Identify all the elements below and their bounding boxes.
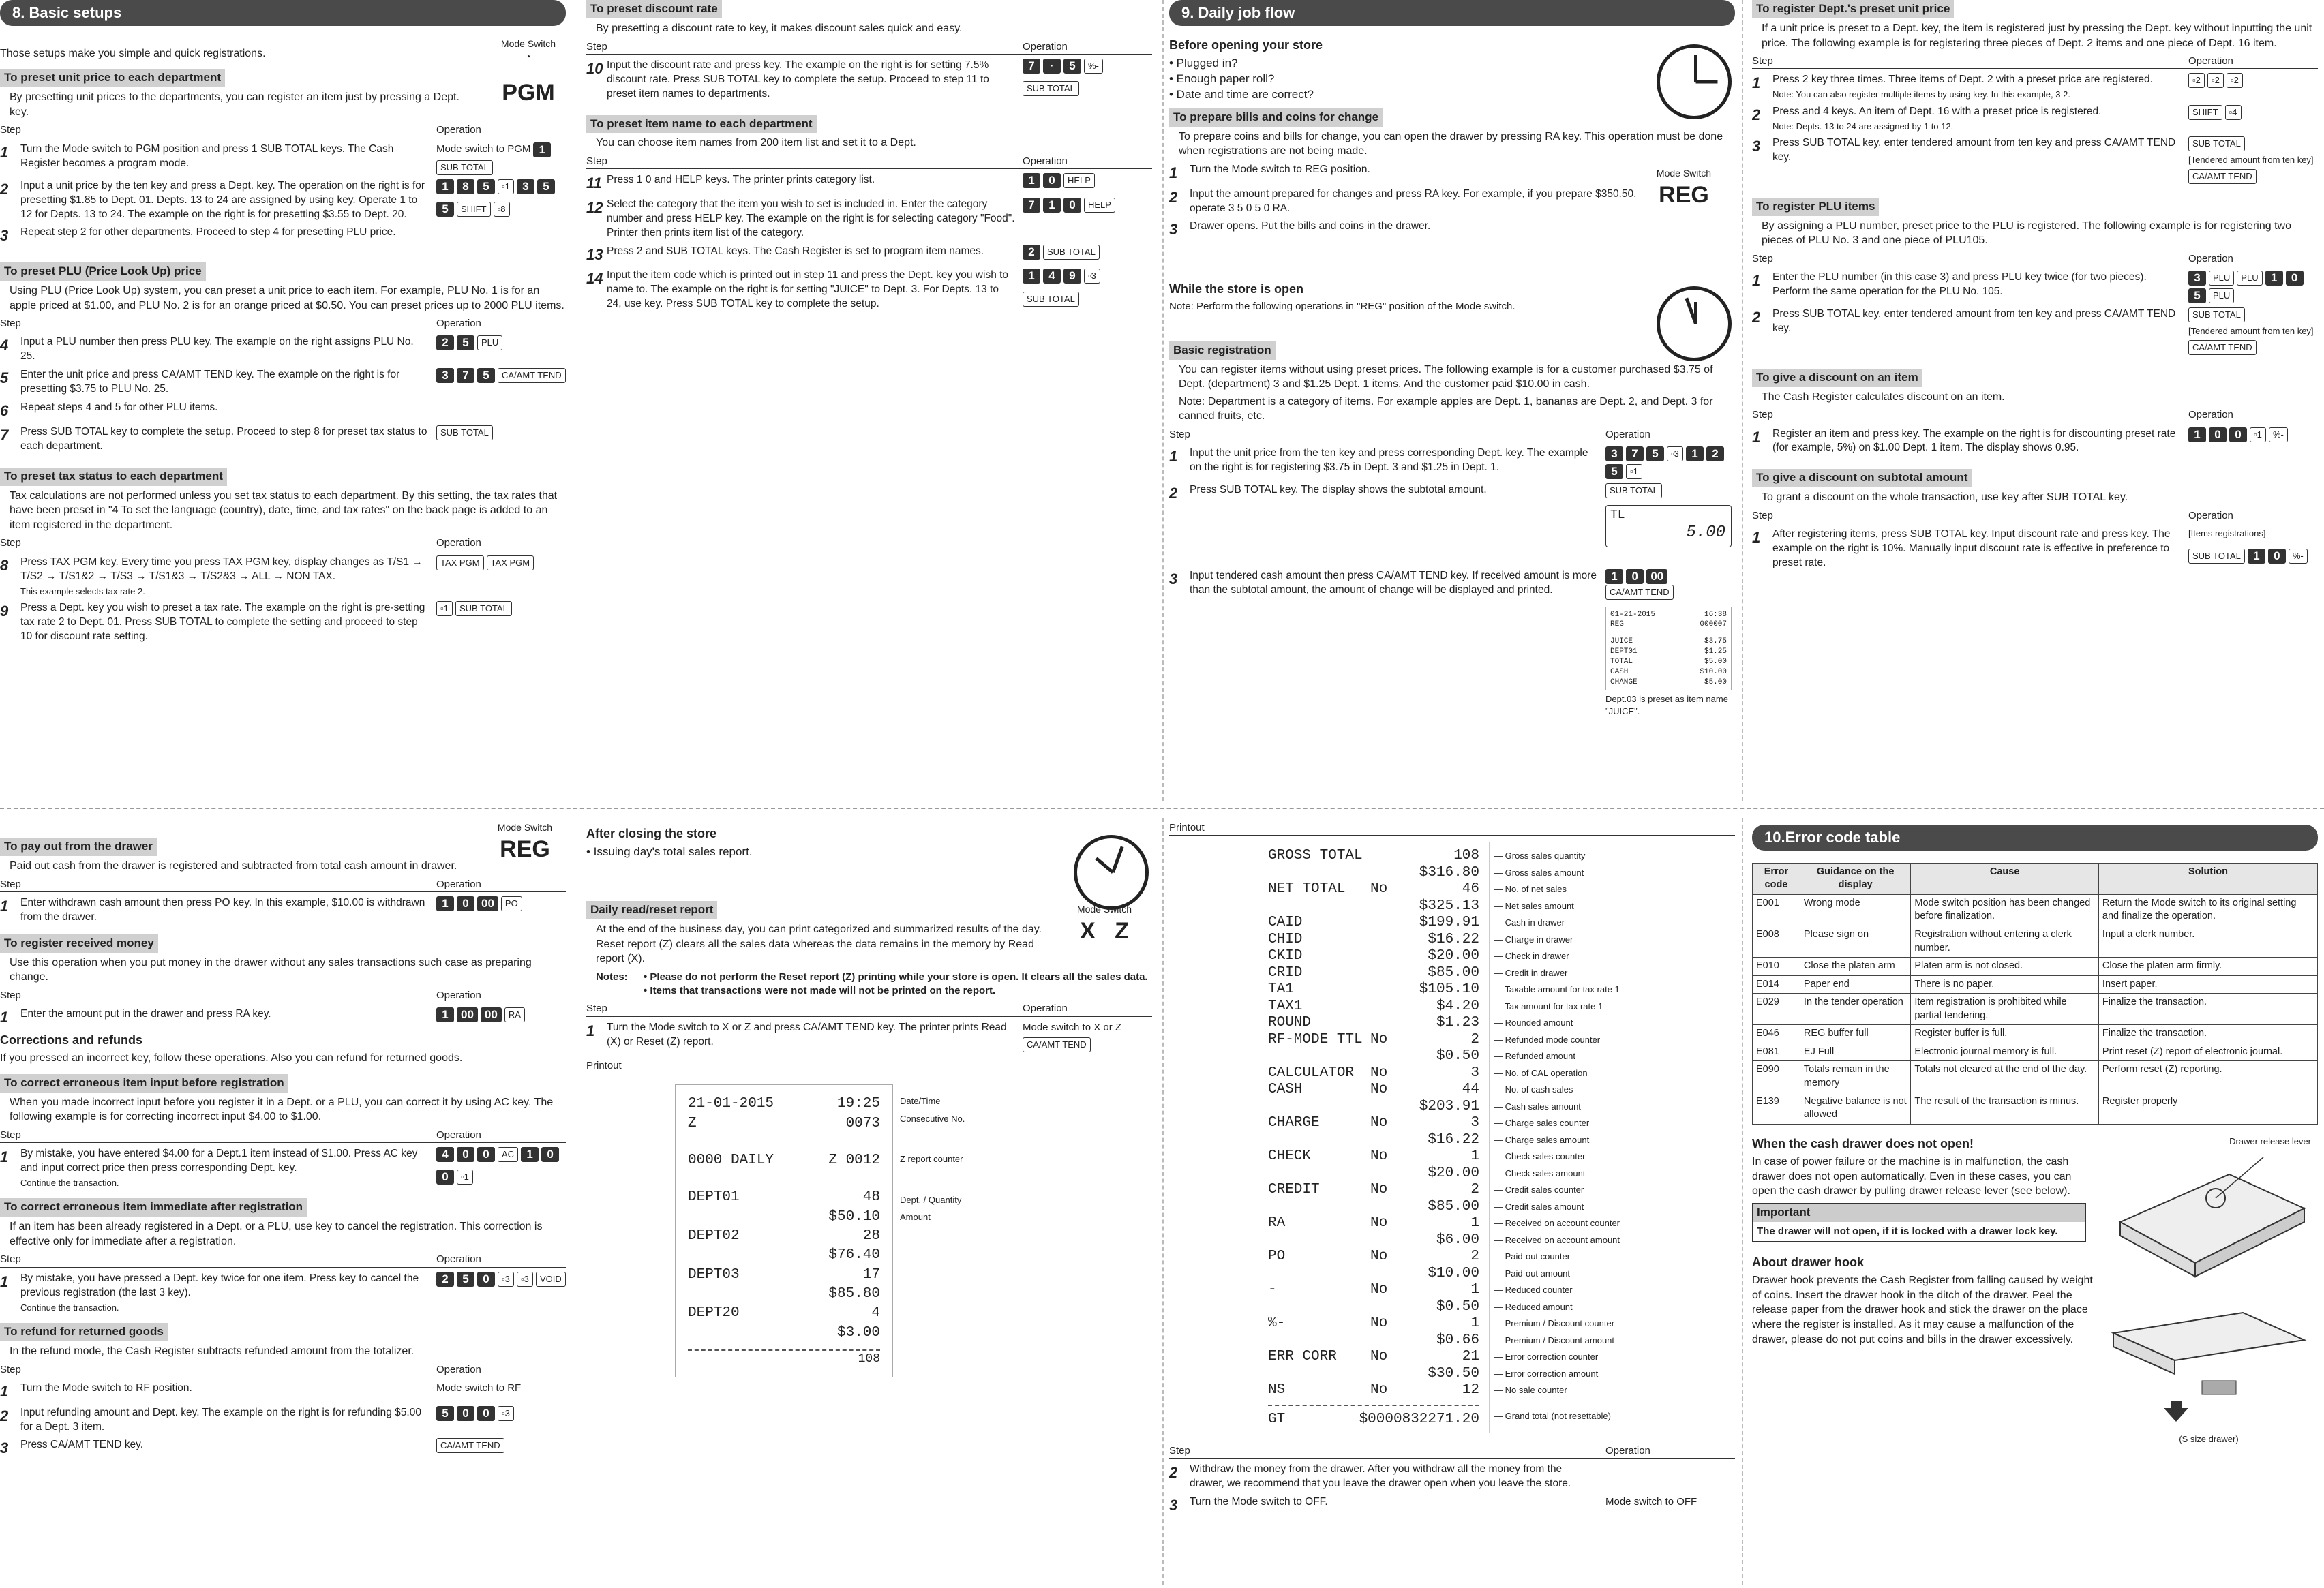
grand-total-line: GT $0000832271.20: [1268, 1405, 1479, 1429]
table-row: [1753, 1093, 2318, 1124]
report-line-label: — Received on account counter: [1494, 1218, 1620, 1229]
table-cell: E008: [1753, 926, 1800, 957]
table-cell: Perform reset (Z) reporting.: [2098, 1061, 2317, 1093]
before-reg-heading: To correct erroneous item input before registration: [0, 1074, 288, 1093]
report-line-label: — Reduced counter: [1494, 1285, 1573, 1296]
step-13: 13 Press 2 and SUB TOTAL keys. The Cash Register is set to program item names. 2 SUB TOTAL: [586, 245, 1152, 265]
table-row: [1753, 894, 2318, 926]
report-line-label: — Credit sales amount: [1494, 1201, 1584, 1212]
step-a1: 1 By mistake, you have pressed a Dept. key twice for one item. Press key to cancel the previous registration (the last 3 key). Continue the transaction. 2 5 0 ▫3 ▫3 VOID: [0, 1272, 566, 1313]
tax-desc: Tax calculations are not performed unless you set tax status to each department. By this setting, the tax rates that have been preset in "4 To set the language (country), date, time, and tax rates" on the back page is added to an item registered in the department.: [10, 489, 558, 531]
table-cell: E081: [1753, 1043, 1800, 1061]
report-line-label: — Credit in drawer: [1494, 967, 1568, 978]
refund-desc: In the refund mode, the Cash Register subtracts refunded amount from the totalizer.: [10, 1345, 414, 1358]
table-cell: In the tender operation: [1800, 994, 1910, 1025]
report-line-label: — Check in drawer: [1494, 951, 1569, 962]
drawer-heading: When the cash drawer does not open!: [1752, 1136, 1974, 1150]
step-po1: 1 Enter withdrawn cash amount then press PO key. In this example, $10.00 is withdrawn from the drawer. 1 0 00 PO: [0, 896, 566, 925]
step-r1: 1 Input the unit price from the ten key and press corresponding Dept. key. The example on the right is for registering $3.75 in Dept. 3 and $1.25 in Dept. 1. 3 7 5 ▫3 1 2 5 ▫1: [1169, 446, 1735, 479]
table-cell: Negative balance is not allowed: [1800, 1093, 1910, 1124]
mode-switch-xz: Mode Switch X Z: [1076, 904, 1132, 944]
z-receipt-line: $76.40: [828, 1247, 880, 1264]
z-report-receipt: [675, 1084, 893, 1377]
table-cell: Finalize the transaction.: [2098, 1025, 2317, 1043]
daily-report-heading: Daily read/reset report: [586, 901, 717, 919]
z-receipt-line: DEPT20 4: [688, 1305, 880, 1322]
z-receipt-line: [688, 1170, 880, 1188]
step-14: 14 Input the item code which is printed out in step 11 and press the Dept. key you wish to name to. The example on the right is for setting "JUICE" to Dept. 3. For Depts. 13 to 24, use key. Press SUB TOTAL key to complete the setup. 1 4 9 ▫3 SUB TOTAL: [586, 269, 1152, 311]
receipt-row: DEPT01 $1.25: [1610, 647, 1727, 656]
before-item-2: • Enough paper roll?: [1169, 72, 1275, 85]
report-line: CRID $85.00: [1268, 964, 1479, 981]
step-f1: 1 Turn the Mode switch to RF position. Mode switch to RF: [0, 1381, 522, 1400]
report-line-label: — Premium / Discount counter: [1494, 1318, 1615, 1329]
step-11: 11 Press 1 0 and HELP keys. The printer prints category list. 1 0 HELP: [586, 173, 1152, 194]
report-line-label: — Refunded amount: [1494, 1051, 1575, 1062]
report-line-label: — Check sales counter: [1494, 1151, 1586, 1162]
step-r2: 2 Press SUB TOTAL key. The display shows the subtotal amount. SUB TOTAL TL 5.00: [1169, 483, 1735, 565]
after-reg-heading: To correct erroneous item immediate after registration: [0, 1198, 307, 1217]
step-p1: 1 Enter the PLU number (in this case 3) and press PLU key twice (for two pieces). Perform the same operation for the PLU No. 105. 3 PLU PLU 1 0 5 PLU: [1752, 271, 2318, 303]
table-cell: Insert paper.: [2098, 975, 2317, 994]
table-cell: Print reset (Z) report of electronic journal.: [2098, 1043, 2317, 1061]
z-receipt-line: 0000 DAILY Z 0012: [688, 1152, 880, 1168]
step-b1: 1 Turn the Mode switch to REG position.: [1169, 163, 1370, 181]
step-header: Step Operation: [0, 1363, 566, 1377]
table-cell: E090: [1753, 1061, 1800, 1093]
mode-switch-reg-bottom: Mode Switch REG: [497, 822, 553, 862]
receipt-row: JUICE $3.75: [1610, 637, 1727, 646]
discount-and-names-column: [586, 0, 1152, 801]
table-cell: E046: [1753, 1025, 1800, 1043]
report-line: CALCULATOR No 3: [1268, 1065, 1479, 1081]
report-line: $30.50: [1428, 1365, 1479, 1381]
report-line-label: — No sale counter: [1494, 1385, 1567, 1396]
printout-label: Printout: [586, 1059, 1152, 1073]
report-line: $10.00: [1428, 1265, 1479, 1281]
step-b2: 2 Input the amount prepared for changes and press RA key. For example, if you prepare $350.50, operate 3 5 0 5 0 RA.: [1169, 187, 1637, 214]
report-line: $0.66: [1436, 1332, 1479, 1348]
before-reg-desc: When you made incorrect input before you register it in a Dept. or a PLU, you can correct it by using AC key. The following example is for correcting incorrect input $4.00 to $1.00.: [10, 1096, 554, 1123]
discount-subtotal-desc: To grant a discount on the whole transaction, use key after SUB TOTAL key.: [1762, 491, 2128, 504]
step-t1: 1 After registering items, press SUB TOTAL key. Input discount rate and press key. The example on the right is 10%. Manually input discount rate is effective in preference to preset rate. [Items registrations] SUB TOTAL 1 0 %-: [1752, 528, 2318, 570]
table-cell: Totals not cleared at the end of the day.: [1911, 1061, 2099, 1093]
report-line: CHID $16.22: [1268, 931, 1479, 947]
z-receipt-line: 21-01-2015 19:25: [688, 1096, 880, 1112]
table-cell: Please sign on: [1800, 926, 1910, 957]
full-report-receipt: [1258, 842, 1490, 1433]
table-cell: There is no paper.: [1911, 975, 2099, 994]
step-9: 9 Press a Dept. key you wish to preset a tax rate. The example on the right is pre-setting tax rate 2 to Dept. 01. Press SUB TOTAL to complete the setting and proceed to step 10 for discount rate setting. ▫1 SUB TOTAL: [0, 601, 566, 644]
error-code-table: [1752, 863, 2318, 1125]
vertical-fold-line-3: [1162, 818, 1164, 1585]
display-panel: TL 5.00: [1605, 505, 1732, 547]
z-receipt-line: DEPT02 28: [688, 1227, 880, 1244]
step-3: 3 Repeat step 2 for other departments. Proceed to step 4 for presetting PLU price.: [0, 226, 396, 245]
report-line-label: — No. of CAL operation: [1494, 1067, 1588, 1078]
basic-setups-column: [0, 0, 566, 801]
dept-preset-heading: To register Dept.'s preset unit price: [1752, 0, 1954, 18]
step-rv1: 1 Enter the amount put in the drawer and press RA key. 1 00 00 RA: [0, 1007, 566, 1028]
report-line-label: — Gross sales quantity: [1494, 851, 1586, 861]
step-d3: 3 Press SUB TOTAL key, enter tendered amount from ten key and press CA/AMT TEND key. SUB TOTAL [Tendered amount from ten key] CA/AMT TEND: [1752, 136, 2318, 184]
cash-drawer-icon: [2107, 1147, 2311, 1283]
receipt-row: CHANGE $5.00: [1610, 677, 1727, 686]
table-cell: Close the platen arm: [1800, 958, 1910, 976]
discount-item-heading: To give a discount on an item: [1752, 369, 1922, 387]
while-open-heading: While the store is open: [1169, 282, 1304, 296]
registration-column: [1752, 0, 2318, 801]
step-f2: 2 Input refunding amount and Dept. key. The example on the right is for refunding $5.00 for a Dept. 3 item. 5 0 0 ▫3: [0, 1406, 566, 1435]
payout-corrections-column: [0, 821, 566, 1585]
report-line: $203.91: [1419, 1098, 1479, 1114]
full-report-labels: [1494, 842, 1620, 1433]
step-header: Step Operation: [0, 878, 566, 892]
important-box: Important The drawer will not open, if it is locked with a drawer lock key.: [1752, 1203, 2086, 1242]
table-cell: Return the Mode switch to its original setting and finalize the operation.: [2098, 894, 2317, 926]
intro-text: Those setups make you simple and quick registrations.: [0, 47, 266, 59]
report-line-label: — Tax amount for tax rate 1: [1494, 1001, 1603, 1011]
table-cell: Mode switch position has been changed before finalization.: [1911, 894, 2099, 926]
report-line: $325.13: [1419, 898, 1479, 914]
z-report-labels: Date/Time Consecutive No. Z report counter Dept. / Quantity Amount: [900, 1096, 965, 1223]
mode-switch-label: Mode Switch: [500, 38, 556, 49]
step-f3: 3 Press CA/AMT TEND key. CA/AMT TEND: [0, 1438, 566, 1459]
report-line: GROSS TOTAL 108: [1268, 848, 1479, 864]
mode-pgm-label: PGM: [502, 79, 555, 106]
bills-heading: To prepare bills and coins for change: [1169, 108, 1383, 127]
table-cell: Register buffer is full.: [1911, 1025, 2099, 1043]
plu-register-heading: To register PLU items: [1752, 198, 1879, 216]
step-2: 2 Input a unit price by the ten key and press a Dept. key. The operation on the right is for presetting $1.85 to Dept. 01. Depts. 13 to 24 are assigned by using key. Operate 1 to 12 for Depts. 13 to 24. The example on the right is for presetting $3.55 to Dept. 20. 1 8 5 ▫1 3 5 5 SHIFT ▫8: [0, 179, 566, 222]
step-dr1: 1 Turn the Mode switch to X or Z and press CA/AMT TEND key. The printer prints Read (X) or Reset (Z) report. Mode switch to X or Z CA/AMT TEND: [586, 1021, 1152, 1052]
discount-subtotal-heading: To give a discount on subtotal amount: [1752, 469, 1972, 487]
report-line: CHARGE No 3: [1268, 1115, 1479, 1131]
table-cell: Totals remain in the memory: [1800, 1061, 1910, 1093]
plu-register-desc: By assigning a PLU number, preset price to the PLU is registered. The following example is for registering two pieces of PLU No. 3 and one piece of PLU105.: [1762, 219, 2291, 247]
step-header: Step Operation: [1169, 428, 1735, 442]
preset-dept-desc: By presetting unit prices to the departments, you can register an item just by pressing a Dept. key.: [10, 91, 459, 118]
dept-preset-desc: If a unit price is preset to a Dept. key, the item is registered just by pressing the Dept. key without inputting the unit price. The following example is for registering three pieces of Dept. 2 items and one piece of Dept. 16 item.: [1762, 22, 2312, 49]
table-row: [1753, 1061, 2318, 1093]
vertical-fold-line-1: [1162, 0, 1164, 801]
step-header: Step Operation: [586, 40, 1152, 55]
section-title: 10.Error code table: [1752, 825, 2318, 851]
report-line-label: — Paid-out amount: [1494, 1268, 1571, 1279]
report-line-label: — Error correction counter: [1494, 1352, 1599, 1362]
report-line: CAID $199.91: [1268, 915, 1479, 931]
step-10: 10 Input the discount rate and press key. The example on the right is for setting 7.5% discount rate. Press SUB TOTAL key to complete the setup. Proceed to step 11 to preset item names to departments. 7 · 5 %- SUB TOTAL: [586, 59, 1152, 102]
step-6: 6 Repeat steps 4 and 5 for other PLU items.: [0, 401, 218, 420]
table-cell: Close the platen arm firmly.: [2098, 958, 2317, 976]
z-receipt-line: $85.80: [828, 1285, 880, 1302]
table-cell: Wrong mode: [1800, 894, 1910, 926]
step-w2: 2 Withdraw the money from the drawer. After you withdraw all the money from the drawer, we recommend that you leave the drawer open when you leave the store.: [1169, 1463, 1571, 1490]
dial-icon: ◔: [525, 50, 532, 62]
plu-heading: To preset PLU (Price Look Up) price: [0, 262, 206, 281]
report-line: - No 1: [1268, 1282, 1479, 1298]
basic-reg-desc: You can register items without using preset prices. The following example is for a customer purchased $3.75 of Dept. (department) 3 and $1.25 Dept. 1 items. And the customer paid $10.00 in cash.: [1179, 363, 1713, 391]
drawer-lever-illustration: Drawer release lever: [2107, 1135, 2311, 1285]
section-title: 9. Daily job flow: [1169, 0, 1735, 26]
report-line: TAX1 $4.20: [1268, 998, 1479, 1014]
tax-heading: To preset tax status to each department: [0, 468, 227, 486]
corrections-desc: If you pressed an incorrect key, follow these operations. Also you can refund for returned goods.: [0, 1052, 463, 1064]
table-row: [1753, 1025, 2318, 1043]
report-line: TA1 $105.10: [1268, 981, 1479, 998]
report-line-label: — Paid-out counter: [1494, 1251, 1571, 1262]
report-line-label: — Charge sales counter: [1494, 1118, 1590, 1129]
vertical-fold-line-2: [1742, 0, 1743, 801]
step-5: 5 Enter the unit price and press CA/AMT TEND key. The example on the right is for presetting $3.75 to PLU No. 25. 3 7 5 CA/AMT TEND: [0, 368, 566, 397]
step-header: Step Operation: [1752, 252, 2318, 266]
grand-total-label: — Grand total (not resettable): [1494, 1410, 1611, 1421]
preset-dept-heading: To preset unit price to each department: [0, 69, 225, 87]
report-line-label: — Premium / Discount amount: [1494, 1334, 1615, 1345]
report-line: $316.80: [1419, 864, 1479, 881]
step-4: 4 Input a PLU number then press PLU key. The example on the right assigns PLU No. 25. 2 5 PLU: [0, 335, 566, 364]
received-desc: Use this operation when you put money in the drawer without any sales transactions such case as preparing change.: [10, 956, 532, 983]
table-cell: REG buffer full: [1800, 1025, 1910, 1043]
step-header: Step Operation: [0, 989, 566, 1003]
step-w3: 3 Turn the Mode switch to OFF. Mode switch to OFF: [1169, 1496, 1697, 1514]
bills-desc: To prepare coins and bills for change, you can open the drawer by pressing RA key. This operation must be done when registrations are not being made.: [1179, 130, 1723, 157]
step-r3: 3 Input tendered cash amount then press CA/AMT TEND key. If received amount is more than the subtotal amount, the amount of change will be displayed and printed. 1 0 00 CA/AMT TEND 01-21-2015 16:38 REG 000007 JUICE $3.75 DEPT01 $1.25 TOTAL $5.00 CASH $10.00 CHANGE $5.00 Dept.03 is preset as item name "JUICE".: [1169, 569, 1735, 717]
daily-report-desc: At the end of the business day, you can print categorized and summarized results of the day. Reset report (Z) clears all the sales data whereas the data remains in the memory by Read report (X).: [596, 923, 1042, 965]
daily-job-flow-column: [1169, 0, 1735, 801]
discount-heading: To preset discount rate: [586, 0, 722, 18]
error-code-column: [1752, 825, 2318, 1585]
payout-desc: Paid out cash from the drawer is registered and subtracted from total cash amount in drawer.: [10, 859, 457, 872]
step-header: Step Operation: [0, 317, 566, 331]
mode-switch-reg: Mode Switch REG: [1656, 168, 1712, 208]
receipt-row: TOTAL $5.00: [1610, 657, 1727, 666]
table-header-cell: Error code: [1753, 863, 1800, 894]
received-heading: To register received money: [0, 934, 158, 953]
table-cell: Electronic journal memory is full.: [1911, 1043, 2099, 1061]
drawer-hook-illustration: (S size drawer): [2107, 1306, 2311, 1456]
table-header-cell: Cause: [1911, 863, 2099, 894]
while-note: Note: Perform the following operations in "REG" position of the Mode switch.: [1169, 301, 1515, 313]
table-row: [1753, 1043, 2318, 1061]
mode-switch-pgm: [494, 37, 562, 109]
report-line: CASH No 44: [1268, 1082, 1479, 1098]
corrections-heading: Corrections and refunds: [0, 1033, 143, 1047]
report-line-label: — Reduced amount: [1494, 1301, 1573, 1312]
step-i1: 1 Register an item and press key. The example on the right is for discounting preset rate (for example, 5%) on $1.00 Dept. 1 item. The display shows 0.95. 1 0 0 ▫1 %-: [1752, 427, 2318, 456]
table-cell: EJ Full: [1800, 1043, 1910, 1061]
report-line: $6.00: [1436, 1232, 1479, 1248]
table-cell: E014: [1753, 975, 1800, 994]
report-line: CHECK No 1: [1268, 1148, 1479, 1165]
report-line: %- No 1: [1268, 1315, 1479, 1332]
drawer-desc: In case of power failure or the machine is in malfunction, the cash drawer does not open automatically. Even in these cases, you can open the cash drawer by pulling drawer release lever (see below).: [1752, 1155, 2072, 1197]
step-p2: 2 Press SUB TOTAL key, enter tendered amount from ten key and press CA/AMT TEND key. SUB TOTAL [Tendered amount from ten key] CA/AMT TEND: [1752, 307, 2318, 355]
after-closing-heading: After closing the store: [586, 827, 717, 840]
step-header: Step Operation: [1752, 55, 2318, 69]
after-closing-item: • Issuing day's total sales report.: [586, 845, 753, 859]
table-row: [1753, 958, 2318, 976]
payout-heading: To pay out from the drawer: [0, 838, 157, 856]
report-line: $16.22: [1428, 1131, 1479, 1148]
table-cell: Finalize the transaction.: [2098, 994, 2317, 1025]
report-line-label: — Check sales amount: [1494, 1167, 1586, 1178]
before-item-3: • Date and time are correct?: [1169, 87, 1314, 101]
step-header: Step Operation: [0, 1253, 566, 1267]
step-8: 8 Press TAX PGM key. Every time you press TAX PGM key, display changes as T/S1 → T/S2 → T/S1&2 → T/S3 → T/S1&3 → T/S2&3 → ALL → NON TAX. This example selects tax rate 2. TAX PGM TAX PGM: [0, 555, 566, 597]
z-receipt-total: 108: [688, 1349, 880, 1367]
report-line: RF-MODE TTL No 2: [1268, 1031, 1479, 1048]
horizontal-fold-line: [0, 808, 2324, 809]
report-line: PO No 2: [1268, 1249, 1479, 1265]
report-line-label: — Refunded mode counter: [1494, 1034, 1601, 1045]
report-line-label: — Net sales amount: [1494, 900, 1574, 911]
step-7: 7 Press SUB TOTAL key to complete the setup. Proceed to step 8 for preset tax status to each department. SUB TOTAL: [0, 425, 566, 454]
report-line-label: — Received on account amount: [1494, 1234, 1620, 1245]
report-line-label: — Charge sales amount: [1494, 1134, 1590, 1145]
table-header-cell: Guidance on the display: [1800, 863, 1910, 894]
report-line: $85.00: [1428, 1198, 1479, 1215]
z-receipt-line: [688, 1133, 880, 1151]
report-printout-column: [1169, 821, 1735, 1585]
basic-reg-note: Note: Department is a category of items. For example apples are Dept. 1, bananas are Dept. 2, and Dept. 3 for canned fruits, etc.: [1179, 395, 1713, 423]
discount-desc: By presetting a discount rate to key, it makes discount sales quick and easy.: [596, 22, 963, 34]
step-header: Step Operation: [1752, 408, 2318, 423]
table-cell: Item registration is prohibited while partial tendering.: [1911, 994, 2099, 1025]
vertical-fold-line-4: [1742, 818, 1743, 1585]
z-receipt-line: DEPT01 48: [688, 1189, 880, 1206]
step-header: Step Operation: [1752, 509, 2318, 523]
report-line: CREDIT No 2: [1268, 1182, 1479, 1198]
hook-desc: Drawer hook prevents the Cash Register from falling caused by weight of coins. Insert the drawer hook in the ditch of the drawer. Peel the release paper from the drawer hook and stick the drawer on the place where the register is installed. As it may cause a malfunction of the drawer, please do not put coins and bills in the drawer excessively.: [1752, 1274, 2093, 1345]
step-header: Step Operation: [0, 123, 566, 138]
report-line-label: — Credit sales counter: [1494, 1185, 1584, 1195]
section-title: 8. Basic setups: [0, 0, 566, 26]
z-receipt-line: $3.00: [836, 1324, 880, 1341]
before-opening-heading: Before opening your store: [1169, 37, 1323, 52]
report-line-label: — Error correction amount: [1494, 1368, 1599, 1379]
table-row: [1753, 994, 2318, 1025]
report-line: CKID $20.00: [1268, 948, 1479, 964]
before-item-1: • Plugged in?: [1169, 56, 1238, 70]
receipt-basic: 01-21-2015 16:38 REG 000007 JUICE $3.75 DEPT01 $1.25 TOTAL $5.00 CASH $10.00 CHANGE $5.00: [1605, 607, 1732, 691]
table-cell: The result of the transaction is minus.: [1911, 1093, 2099, 1124]
clock-icon-open: [1657, 286, 1732, 361]
basic-reg-heading: Basic registration: [1169, 341, 1276, 360]
report-line-label: — Cash sales amount: [1494, 1101, 1581, 1112]
table-cell: E010: [1753, 958, 1800, 976]
refund-heading: To refund for returned goods: [0, 1323, 168, 1341]
report-line: RA No 1: [1268, 1215, 1479, 1232]
report-line-label: — Charge in drawer: [1494, 934, 1573, 945]
plu-desc: Using PLU (Price Look Up) system, you can preset a unit price to each item. For example, PLU No. 1 is for an apple priced at $1.00, and PLU No. 2 is for an orange priced at $0.50. You can preset prices up to 2000 PLU items.: [10, 285, 564, 311]
report-line: NS No 12: [1268, 1382, 1479, 1399]
report-line: $20.00: [1428, 1165, 1479, 1181]
printout-label: Printout: [1169, 821, 1735, 836]
table-row: [1753, 926, 2318, 957]
report-line-label: — Gross sales amount: [1494, 867, 1584, 878]
table-cell: Register properly: [2098, 1093, 2317, 1124]
step-header: Step Operation: [586, 155, 1152, 169]
report-line-label: — Cash in drawer: [1494, 917, 1565, 928]
step-header: Step Operation: [0, 536, 566, 551]
table-cell: Registration without entering a clerk number.: [1911, 926, 2099, 957]
table-row: [1753, 975, 2318, 994]
table-cell: Input a clerk number.: [2098, 926, 2317, 957]
report-line-label: — Rounded amount: [1494, 1018, 1573, 1028]
step-header: Step Operation: [586, 1002, 1152, 1016]
item-name-heading: To preset item name to each department: [586, 115, 817, 134]
step-header: Step Operation: [1169, 1444, 1735, 1459]
z-receipt-line: $50.10: [828, 1208, 880, 1225]
step-d1: 1 Press 2 key three times. Three items of Dept. 2 with a preset price are registered. Note: You can also register multiple items by using key. In this example, 3 2. ▫2 ▫2 ▫2: [1752, 73, 2318, 100]
after-closing-column: [586, 821, 1152, 1585]
step-c1: 1 By mistake, you have entered $4.00 for a Dept.1 item instead of $1.00. Press AC key and input correct price then press corresponding Dept. key. Continue the transaction. 4 0 0 AC 1 0 0 ▫1: [0, 1147, 566, 1189]
step-b3: 3 Drawer opens. Put the bills and coins in the drawer.: [1169, 220, 1431, 239]
receipt-caption: Dept.03 is preset as item name "JUICE".: [1605, 694, 1728, 716]
report-line: ERR CORR No 21: [1268, 1349, 1479, 1365]
receipt-row: CASH $10.00: [1610, 667, 1727, 676]
step-12: 12 Select the category that the item you wish to set is included in. Enter the category number and press HELP key. The example on the right is for selecting category "Food". Printer then prints item list of the category. 7 1 0 HELP: [586, 198, 1152, 241]
clock-icon-closed: [1074, 835, 1149, 910]
z-receipt-line: DEPT03 17: [688, 1266, 880, 1283]
table-cell: E029: [1753, 994, 1800, 1025]
z-receipt-line: Z 0073: [688, 1115, 880, 1131]
report-line-label: — No. of cash sales: [1494, 1084, 1573, 1095]
report-line: NET TOTAL No 46: [1268, 881, 1479, 898]
table-cell: E139: [1753, 1093, 1800, 1124]
table-header-cell: Solution: [2098, 863, 2317, 894]
table-cell: Platen arm is not closed.: [1911, 958, 2099, 976]
report-line-label: — Taxable amount for tax rate 1: [1494, 984, 1620, 995]
report-line-label: — No. of net sales: [1494, 884, 1567, 895]
table-cell: E001: [1753, 894, 1800, 926]
hook-heading: About drawer hook: [1752, 1255, 1865, 1269]
drawer-hook-icon: [2107, 1306, 2311, 1429]
clock-icon: [1657, 44, 1732, 119]
step-d2: 2 Press and 4 keys. An item of Dept. 16 with a preset price is registered. Note: Depts. 13 to 24 are assigned by 1 to 12. SHIFT ▫4: [1752, 105, 2318, 132]
report-line: ROUND $1.23: [1268, 1015, 1479, 1031]
report-line: $0.50: [1436, 1298, 1479, 1315]
discount-item-desc: The Cash Register calculates discount on an item.: [1762, 391, 2005, 403]
report-notes: Notes: • Please do not perform the Reset report (Z) printing while your store is open. It clears all the sales data. • Items that transactions were not made will not be printed on the report.: [596, 971, 1148, 997]
report-line: $0.50: [1436, 1048, 1479, 1065]
after-reg-desc: If an item has been already registered in a Dept. or a PLU, use key to cancel the registration. This correction is effective only for immediate after a registration.: [10, 1221, 543, 1247]
step-header: Step Operation: [0, 1129, 566, 1143]
step-1: 1 Turn the Mode switch to PGM position and press 1 SUB TOTAL keys. The Cash Register becomes a program mode. Mode switch to PGM 1 SUB TOTAL: [0, 142, 566, 175]
table-cell: Paper end: [1800, 975, 1910, 994]
item-name-desc: You can choose item names from 200 item list and set it to a Dept.: [596, 137, 916, 149]
